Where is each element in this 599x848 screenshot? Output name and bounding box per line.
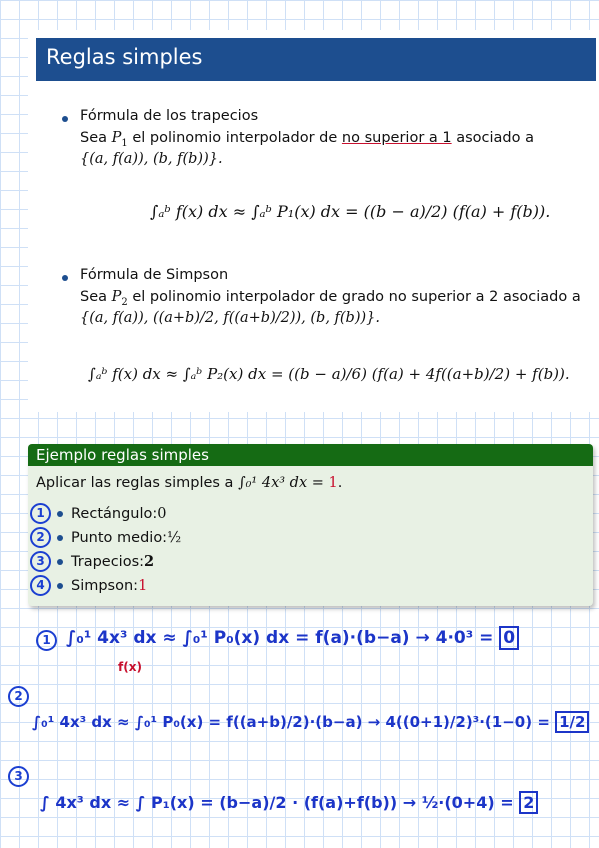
- bullet-icon: [62, 116, 68, 122]
- item-number-icon: 4: [30, 575, 51, 596]
- slide-title: Reglas simples: [46, 45, 203, 69]
- example-item: [30, 503, 167, 524]
- trap-line1-mid: el polinomio interpolador de: [127, 130, 342, 146]
- trap-underlined: no superior a 1: [341, 130, 452, 146]
- trap-p: P: [111, 130, 122, 146]
- note-number-icon: 2: [8, 686, 29, 707]
- bullet-icon: [57, 511, 63, 517]
- note-line-1: [66, 628, 519, 648]
- item-label: Trapecios:: [71, 553, 145, 570]
- example-intro-text: Aplicar las reglas simples a: [36, 475, 239, 491]
- item-number-icon: 1: [30, 503, 51, 524]
- trap-formula: ∫ₐᵇ f(x) dx ≈ ∫ₐᵇ P₁(x) dx = ((b − a)/2) (f(a) + f(b)).: [150, 202, 551, 221]
- item-value: ½: [167, 529, 182, 546]
- trap-line2: {(a, f(a)), (b, f(b))}.: [80, 151, 223, 167]
- note-line-3-result: 2: [519, 791, 538, 814]
- trap-line1-post: asociado a: [451, 130, 535, 146]
- note-line-2-text: ∫₀¹ 4x³ dx ≈ ∫₀¹ P₀(x) = f((a+b)/2)·(b−a) → 4((0+1)/2)³·(1−0) =: [32, 713, 550, 731]
- note-number-icon: 3: [8, 766, 29, 787]
- example-intro-period: .: [337, 475, 343, 491]
- item-value: 2: [144, 553, 155, 570]
- simp-p: P: [111, 289, 122, 305]
- simp-heading: Fórmula de Simpson: [80, 267, 229, 283]
- note-fx-label: f(x): [118, 660, 142, 674]
- simp-line1-pre: Sea: [80, 289, 112, 305]
- slide-reglas-simples: [28, 30, 599, 412]
- simp-line1-post: el polinomio interpolador de grado no superior a 2 asociado a: [127, 289, 581, 305]
- note-line-1-text: ∫₀¹ 4x³ dx ≈ ∫₀¹ P₀(x) dx = f(a)·(b−a) → 4·0³ =: [66, 628, 494, 648]
- item-label: Rectángulo:: [71, 505, 158, 522]
- simp-line2: {(a, f(a)), ((a+b)/2, f((a+b)/2)), (b, f(b))}.: [80, 310, 380, 326]
- simp-line1: [80, 289, 581, 308]
- item-value: 0: [157, 505, 167, 522]
- trap-heading: Fórmula de los trapecios: [80, 108, 259, 124]
- example-intro: [36, 475, 342, 491]
- trap-line1-pre: Sea: [80, 130, 112, 146]
- trap-p-sub: 1: [121, 137, 128, 149]
- simp-p-sub: 2: [121, 296, 128, 308]
- example-intro-result: 1: [328, 475, 338, 491]
- item-number-icon: 3: [30, 551, 51, 572]
- example-block: [28, 444, 593, 606]
- note-line-3: [40, 793, 538, 812]
- item-number-icon: 2: [30, 527, 51, 548]
- example-item: [30, 551, 154, 572]
- bullet-icon: [57, 583, 63, 589]
- bullet-icon: [57, 559, 63, 565]
- simp-formula: ∫ₐᵇ f(x) dx ≈ ∫ₐᵇ P₂(x) dx = ((b − a)/6) (f(a) + 4f((a+b)/2) + f(b)).: [88, 365, 570, 383]
- example-header: Ejemplo reglas simples: [28, 444, 593, 466]
- example-item: [30, 575, 147, 596]
- slide-title-bar: [36, 38, 596, 81]
- note-number-icon: 1: [36, 630, 57, 651]
- example-item: [30, 527, 181, 548]
- example-intro-formula: ∫₀¹ 4x³ dx =: [238, 475, 329, 491]
- note-line-3-text: ∫ 4x³ dx ≈ ∫ P₁(x) = (b−a)/2 · (f(a)+f(b)) → ½·(0+4) =: [40, 793, 514, 812]
- item-label: Punto medio:: [71, 529, 168, 546]
- note-line-2-result: 1/2: [555, 711, 589, 733]
- bullet-icon: [57, 535, 63, 541]
- note-line-2: [32, 713, 589, 731]
- bullet-icon: [62, 275, 68, 281]
- note-line-1-result: 0: [499, 626, 519, 650]
- trap-line1: [80, 130, 534, 149]
- item-label: Simpson:: [71, 577, 139, 594]
- item-value: 1: [138, 577, 148, 594]
